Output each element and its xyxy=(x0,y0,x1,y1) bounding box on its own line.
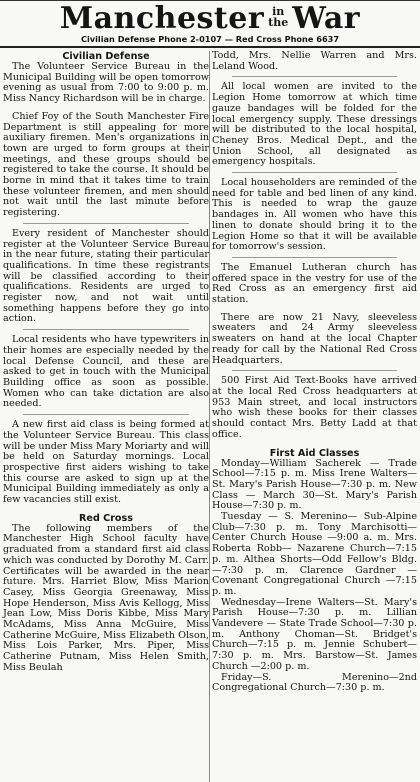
first-aid-classes-heading: First Aid Classes xyxy=(269,447,360,459)
lutheran-church-paragraph: The Emanuel Lutheran church has offered space in the vestry for use of the Red Cross as an emergency first aid station. xyxy=(212,261,417,306)
faculty-continued-paragraph: Todd, Mrs. Nellie Warren and Mrs. Leland Wood. xyxy=(212,50,417,72)
section-divider xyxy=(232,172,397,173)
civilian-defense-heading: Civilian Defense xyxy=(62,51,150,62)
column-rule xyxy=(209,51,210,782)
masthead-phone-line: Civilian Defense Phone 2-0107 — Red Cross Phone 6637 xyxy=(80,34,340,44)
masthead-in: in xyxy=(272,5,285,18)
section-divider xyxy=(232,370,397,371)
masthead-title xyxy=(0,3,420,34)
spacer xyxy=(212,441,417,448)
linen-paragraph: Local householders are reminded of the need for table and bed linen of any kind. This is needed to wrap the gauze bandages in. All women who have this linen to donate should bring it to the Legion Home so that it will be available for tomorrow's session. xyxy=(212,177,417,253)
first-aid-class-paragraph: A new first aid class is being formed at the Volunteer Service Bureau. This class will be under Miss Mary Moriarty and will be held on Saturday mornings. Local prospective first aiders wishing to take this course are asked to sign up at the Municipal Building immediately as only a few vacancies still exist. xyxy=(3,419,209,506)
masthead-word-manchester: Manchester xyxy=(59,1,265,36)
masthead-word-war: War xyxy=(292,1,361,36)
section-divider xyxy=(23,414,189,415)
text-books-paragraph: 500 First Aid Text-Books have arrived at the local Red Cross headquarters at 953 Main street, and local instructors who wish these books for their classes should contact Mrs. Betty Ladd at that office. xyxy=(212,375,417,440)
legion-home-paragraph: All local women are invited to the Legion Home tomorrow at which time gauze bandages will be folded for the local emergency supply. These dressings will be distributed to the local hospital, Cheney Bros. Medical Dept., and the Union School, all designated as emergency hospitals. xyxy=(212,81,417,168)
section-divider xyxy=(232,76,397,77)
masthead xyxy=(0,0,420,48)
left-column xyxy=(3,51,209,674)
volunteer-bureau-paragraph: The Volunteer Service Bureau in the Municipal Building will be open tomorrow evening as usual from 7:00 to 9:00 p. m. Miss Nancy Richardson will be in charge. xyxy=(3,61,209,105)
masthead-in-the xyxy=(268,6,288,28)
fire-department-paragraph: Chief Foy of the South Manchester Fire Department is still appealing for more auxiliary firemen. Men's organizations in town are urged to form groups at their meetings, and these groups should be registered to take the course. It should be borne in mind that it takes time to train these volunteer firemen, and men should not wait until the last minute before registering. xyxy=(3,110,209,219)
tuesday-classes: Tuesday — S. Merenino— Sub-Alpine Club—7:30 p. m. Tony Marchisotti—Center Church House —9:00 a. m. Mrs. Roberta Robb— Nazarene Church—7:15 p. m. Althea Shorts—Odd Fellow's Bldg. —7:30 p. m. Clarence Gardner — Covenant Congregational Church —7:15 p. m. xyxy=(212,511,417,597)
wednesday-classes: Wednesday—Irene Walters—St. Mary's Parish House—7:30 p. m. Lillian Vandevere — State Trade School—7:30 p. m. Anthony Choman—St. Bridget's Church—7:15 p. m. Jennie Schubert—7:30 p. m. Mrs. Barstow—St. James Church —2:00 p. m. xyxy=(212,596,417,672)
section-divider xyxy=(23,329,189,330)
register-paragraph: Every resident of Manchester should register at the Volunteer Service Bureau in the near future, stating their particular qualifications. In time these registrants will be classified according to their qualifications. Residents are urged to register now, and not wait until something happens before they go into action. xyxy=(3,227,209,325)
section-divider xyxy=(23,223,189,224)
right-column xyxy=(212,51,417,694)
monday-classes: Monday—William Sacherek — Trade School—7:15 p. m. Miss Irene Walters—St. Mary's Parish House—7:30 p. m. New Class — March 30—St. Mary's Parish House—7:30 p. m. xyxy=(212,457,417,512)
spacer xyxy=(3,506,209,513)
sweaters-paragraph: There are now 21 Navy, sleeveless sweaters and 24 Army sleeveless sweaters on hand at the local Chapter ready for call by the National Red Cross Headquarters. xyxy=(212,311,417,366)
faculty-graduates-paragraph: The following members of the Manchester High School faculty have graduated from a standard first aid class which was conducted by Dorothy M. Carr. Certificates will be awarded in the near future. Mrs. Harriet Blow, Miss Marion Casey, Miss Georgia Greenaway, Miss Hope Henderson, Miss Avis Kellogg, Miss Jean Low, Miss Doris Kibbe, Miss Mary McAdams, Miss Anna McGuire, Miss Catherine McGuire, Miss Elizabeth Olson, Miss Lois Parker, Mrs. Piper, Miss Catherine Putnam, Miss Helen Smith, Miss Beulah xyxy=(3,522,209,673)
typewriters-paragraph: Local residents who have typewriters in their homes are especially needed by the local Defense Council, and these are asked to get in touch with the Municipal Building office as soon as possible. Women who can take dictation are also needed. xyxy=(3,334,209,410)
section-divider xyxy=(232,257,397,258)
red-cross-heading: Red Cross xyxy=(79,512,133,524)
friday-classes: Friday—S. Merenino—2nd Congregational Church—7:30 p. m. xyxy=(212,671,417,694)
masthead-the: the xyxy=(268,16,289,29)
